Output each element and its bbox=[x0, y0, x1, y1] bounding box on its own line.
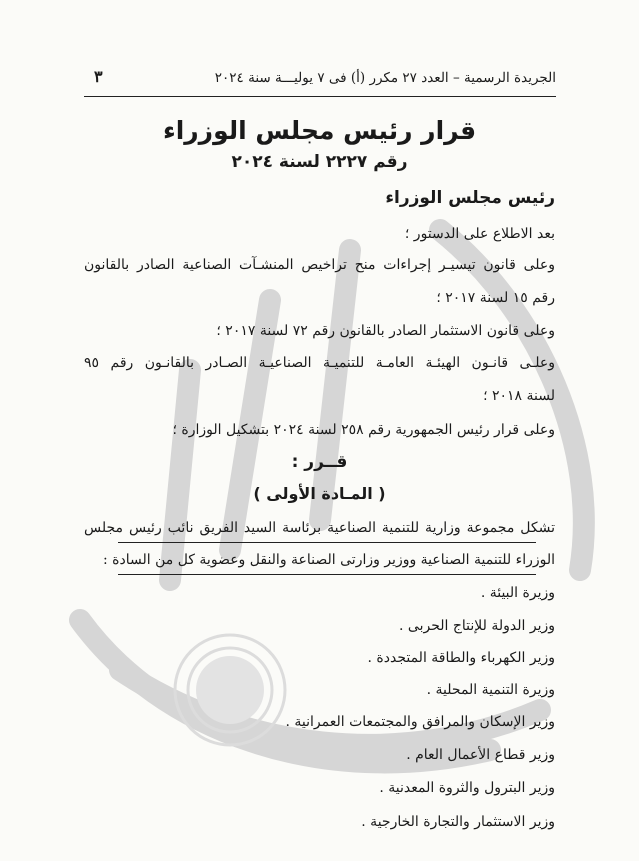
preamble-line: وعلـى قانـون الهيئـة العامـة للتنميـة الصناعيـة الصـادر بالقانـون رقم ٩٥ bbox=[84, 355, 555, 371]
member-item: وزير قطاع الأعمال العام . bbox=[406, 747, 555, 763]
member-item: وزير الكهرباء والطاقة المتجددة . bbox=[367, 650, 555, 666]
member-item: وزير الدولة للإنتاج الحربى . bbox=[399, 618, 555, 634]
issuer-heading: رئيس مجلس الوزراء bbox=[385, 188, 555, 208]
page-number: ٣ bbox=[94, 67, 103, 86]
member-item: وزير الاستثمار والتجارة الخارجية . bbox=[361, 814, 555, 830]
decree-number: رقم ٢٢٢٧ لسنة ٢٠٢٤ bbox=[231, 152, 408, 172]
member-item: وزير الإسكان والمرافق والمجتمعات العمرانية . bbox=[285, 714, 555, 730]
article-line: تشكل مجموعة وزارية للتنمية الصناعية برئاسة السيد الفريق نائب رئيس مجلس bbox=[84, 520, 555, 536]
member-item: وزيرة التنمية المحلية . bbox=[426, 682, 555, 698]
member-item: وزيرة البيئة . bbox=[480, 585, 555, 601]
preamble-line: وعلى قرار رئيس الجمهورية رقم ٢٥٨ لسنة ٢٠٢٤ بتشكيل الوزارة ؛ bbox=[172, 422, 555, 438]
preamble-line: وعلى قانون تيسيـر إجراءات منح تراخيص المنشـآت الصناعية الصادر بالقانون bbox=[84, 257, 555, 273]
running-header bbox=[84, 66, 556, 97]
divider bbox=[118, 542, 536, 543]
preamble-line: لسنة ٢٠١٨ ؛ bbox=[483, 388, 555, 404]
article-line: الوزراء للتنمية الصناعية ووزير وزارتى الصناعة والنقل وعضوية كل من السادة : bbox=[103, 552, 555, 568]
decree-title: قرار رئيس مجلس الوزراء bbox=[162, 116, 477, 145]
header-text: الجريدة الرسمية – العدد ٢٧ مكرر (أ) فى ٧ يوليـــة سنة ٢٠٢٤ bbox=[214, 70, 556, 86]
divider bbox=[118, 574, 536, 575]
preamble-line: وعلى قانون الاستثمار الصادر بالقانون رقم ٧٢ لسنة ٢٠١٧ ؛ bbox=[216, 323, 555, 339]
preamble-line: رقم ١٥ لسنة ٢٠١٧ ؛ bbox=[436, 290, 555, 306]
article-title: ( المـادة الأولى ) bbox=[253, 484, 386, 503]
decided-heading: قــرر : bbox=[291, 452, 348, 472]
member-item: وزير البترول والثروة المعدنية . bbox=[379, 780, 555, 796]
preamble-line: بعد الاطلاع على الدستور ؛ bbox=[404, 226, 555, 242]
